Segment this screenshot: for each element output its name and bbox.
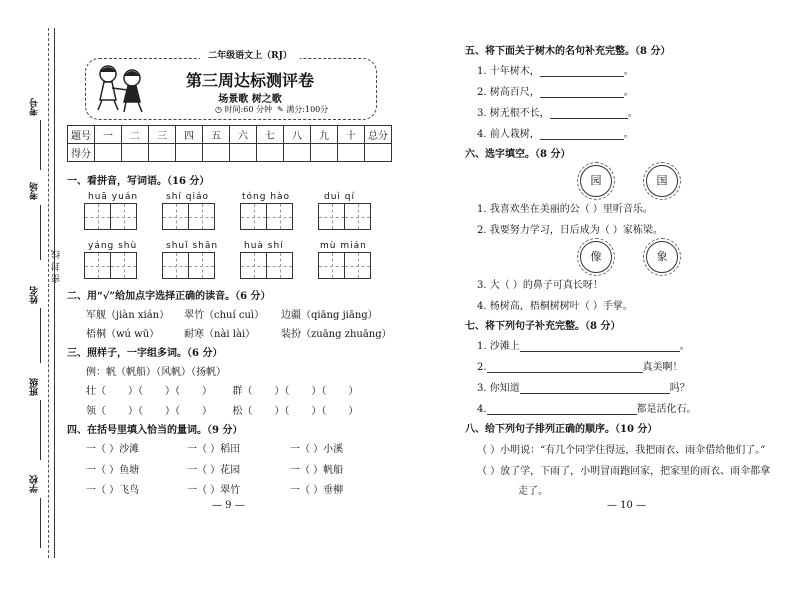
table-cell: 四 [176, 126, 203, 144]
measure-word-item[interactable]: 一（ ）稻田 [187, 444, 241, 455]
seal-line-label: 密 封 线 [52, 250, 62, 283]
score-cell[interactable] [284, 144, 311, 162]
table-cell: 题号 [68, 126, 95, 144]
score-cell[interactable] [203, 144, 230, 162]
character-option: 象 [646, 241, 678, 273]
pinyin-1: huā yuán [88, 192, 139, 202]
order-sentence[interactable]: （ ）小明说：“有几个同学住得远，我把雨衣、雨伞借给他们了。” [477, 445, 766, 456]
section8-title: 八、给下列句子排列正确的顺序。（10 分） [465, 424, 658, 435]
pinyin-8: mù mián [320, 241, 367, 251]
reading-choice[interactable]: 边疆（qiāng jiāng） [281, 310, 378, 321]
score-table-score-row [68, 144, 392, 162]
complete-sentence[interactable]: 2. 真美啊！ [477, 362, 683, 373]
proverb-line[interactable]: 1. 十年树木， 。 [477, 66, 634, 77]
page-number-left: — 9 — [212, 500, 245, 511]
grade-subtitle: 二年级语文上（RJ） [200, 48, 300, 61]
score-table-header-row [68, 126, 392, 144]
exam-room-label: 考场 [30, 182, 40, 200]
measure-word-item[interactable]: 一（ ）垂柳 [290, 485, 344, 496]
page-number-right: — 10 — [607, 500, 647, 511]
score-table [67, 125, 392, 162]
school-blank [40, 498, 41, 548]
measure-word-item[interactable]: 一（ ）翠竹 [187, 485, 241, 496]
score-cell[interactable] [176, 144, 203, 162]
writing-grid[interactable] [318, 203, 370, 230]
full-score: 满分:100分 [286, 105, 329, 114]
measure-word-item[interactable]: 一（ ）帆船 [290, 465, 344, 476]
section2-title: 二、用“√”给加点字选择正确的读音。（6 分） [67, 291, 271, 302]
exam-number-blank [40, 120, 41, 170]
measure-word-item[interactable]: 一（ ）花园 [187, 465, 241, 476]
section5-title: 五、将下面关于树木的名句补充完整。（8 分） [465, 46, 671, 57]
name-blank [40, 308, 41, 363]
table-cell: 九 [311, 126, 338, 144]
reading-choice[interactable]: 耐寒（nài lài） [184, 329, 256, 340]
character-option: 像 [580, 241, 612, 273]
order-sentence[interactable]: （ ）放了学，下雨了，小明冒雨跑回家，把家里的雨衣、雨伞都拿 [477, 466, 771, 477]
reading-choice[interactable]: 军舰（jiàn xián） [86, 310, 170, 321]
writing-grid[interactable] [240, 203, 292, 230]
reading-choice[interactable]: 装扮（zuāng zhuāng） [281, 329, 392, 340]
reading-choice[interactable]: 翠竹（chuí cuì） [184, 310, 265, 321]
fill-sentence[interactable]: 2. 我要努力学习，日后成为（ ）家栋梁。 [477, 225, 663, 236]
writing-grid[interactable] [318, 252, 370, 279]
table-cell: 三 [149, 126, 176, 144]
section7-title: 七、将下列句子补充完整。（8 分） [465, 321, 621, 332]
table-cell: 六 [230, 126, 257, 144]
school-label: 学校 [30, 475, 40, 493]
measure-word-item[interactable]: 一（ ）沙滩 [86, 444, 140, 455]
fill-sentence[interactable]: 1. 我喜欢坐在美丽的公（ ）里听音乐。 [477, 204, 653, 215]
kids-cartoon-illustration [90, 62, 150, 114]
complete-sentence[interactable]: 1. 沙滩上 。 [477, 341, 690, 352]
score-cell[interactable] [311, 144, 338, 162]
class-blank [40, 400, 41, 460]
pinyin-2: shí qiáo [166, 192, 209, 202]
score-cell[interactable] [338, 144, 365, 162]
score-cell[interactable] [95, 144, 122, 162]
proverb-line[interactable]: 3. 树无根不长， 。 [477, 108, 638, 119]
fill-sentence[interactable]: 4. 杨树高，梧桐树树叶（ ）手掌。 [477, 301, 633, 312]
writing-grid[interactable] [84, 252, 136, 279]
class-label: 班级 [30, 378, 40, 396]
section4-title: 四、在括号里填入恰当的量词。（9 分） [67, 425, 243, 436]
clock-icon: ◷ [215, 105, 222, 114]
character-option: 国 [646, 165, 678, 197]
writing-grid[interactable] [240, 252, 292, 279]
pinyin-4: duì qí [324, 192, 355, 202]
section3-example: 例：帆（帆船）（风帆）（扬帆） [86, 367, 226, 378]
score-cell[interactable] [230, 144, 257, 162]
pinyin-7: huà shí [244, 241, 284, 251]
table-cell: 一 [95, 126, 122, 144]
pinyin-5: yáng shù [88, 241, 138, 251]
exam-number-label: 考号 [30, 98, 40, 116]
binding-line [54, 28, 55, 558]
complete-sentence[interactable]: 3. 你知道 吗？ [477, 383, 690, 394]
word-group-row[interactable]: 领（ ）（ ）（ ） 松（ ）（ ）（ ） [86, 406, 359, 417]
binding-dashed-line [48, 28, 49, 558]
time-limit: 时间:60 分钟 [224, 105, 272, 114]
page-title: 第三周达标测评卷 [185, 71, 314, 90]
measure-word-item[interactable]: 一（ ）小溪 [290, 444, 344, 455]
pinyin-6: shuǐ shān [166, 241, 219, 251]
proverb-line[interactable]: 2. 树高百尺， 。 [477, 87, 634, 98]
section3-title: 三、照样子，一字组多词。（6 分） [67, 348, 223, 359]
table-cell: 七 [257, 126, 284, 144]
table-cell: 八 [284, 126, 311, 144]
exam-room-blank [40, 205, 41, 260]
table-cell: 二 [122, 126, 149, 144]
section6-title: 六、选字填空。（8 分） [465, 149, 571, 160]
score-cell[interactable] [149, 144, 176, 162]
measure-word-item[interactable]: 一（ ）飞鸟 [86, 485, 140, 496]
table-cell: 得分 [68, 144, 95, 162]
score-cell[interactable] [257, 144, 284, 162]
reading-choice[interactable]: 梧桐（wú wū） [86, 329, 160, 340]
table-cell: 总分 [365, 126, 392, 144]
pen-icon: ✎ [277, 105, 284, 114]
writing-grid[interactable] [162, 252, 214, 279]
order-sentence-continued: 走了。 [518, 486, 548, 497]
writing-grid[interactable] [162, 203, 214, 230]
complete-sentence[interactable]: 4. 都是活化石。 [477, 404, 697, 415]
measure-word-item[interactable]: 一（ ）鱼塘 [86, 465, 140, 476]
time-and-score [215, 104, 328, 115]
name-label: 姓名 [30, 286, 40, 304]
section1-title: 一、看拼音，写词语。（16 分） [67, 176, 210, 187]
fill-sentence[interactable]: 3. 大（ ）的鼻子可真长呀！ [477, 280, 603, 291]
word-group-row[interactable]: 壮（ ）（ ）（ ） 群（ ）（ ）（ ） [86, 386, 359, 397]
table-cell: 五 [203, 126, 230, 144]
pinyin-3: tóng hào [242, 192, 291, 202]
lesson-names: 场景歌 树之歌 [218, 94, 282, 105]
score-cell[interactable] [365, 144, 392, 162]
table-cell: 十 [338, 126, 365, 144]
proverb-line[interactable]: 4. 前人栽树， 。 [477, 129, 634, 140]
score-cell[interactable] [122, 144, 149, 162]
character-option: 园 [580, 165, 612, 197]
writing-grid[interactable] [84, 203, 136, 230]
